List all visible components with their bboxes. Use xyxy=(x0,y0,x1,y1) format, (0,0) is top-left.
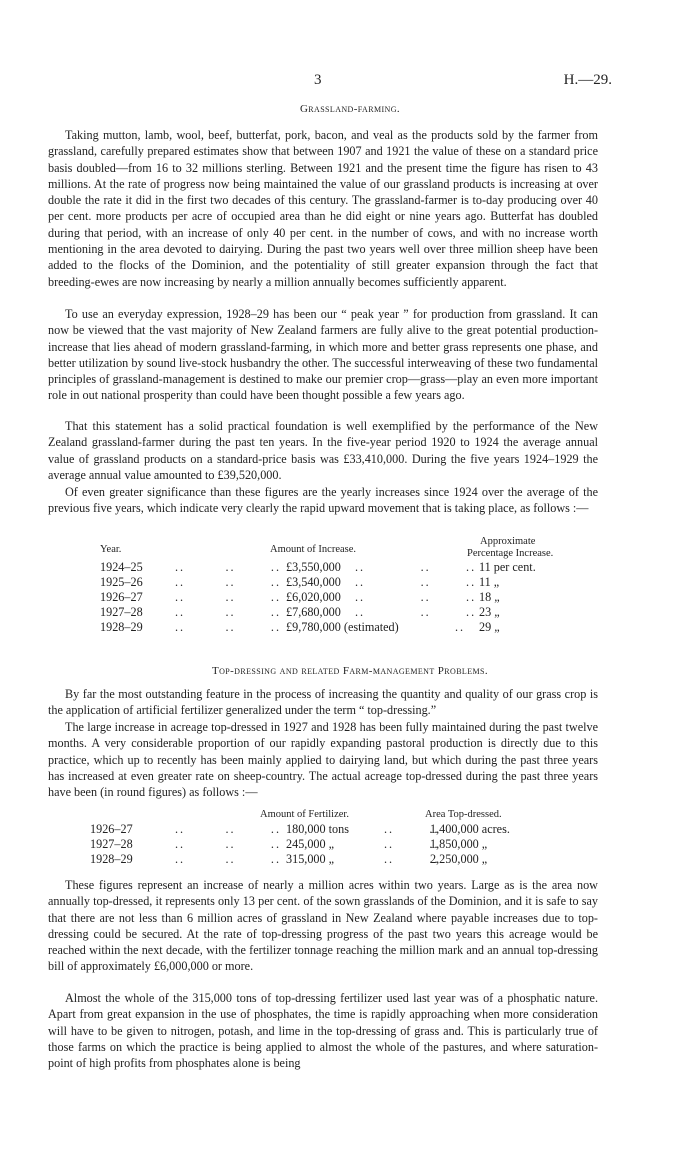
leader-dots: .. .. .. xyxy=(175,837,281,851)
percentage-cell: 23 „ xyxy=(479,605,500,619)
leader-dots: .. .. xyxy=(384,852,440,866)
table-row xyxy=(90,590,590,605)
fertilizer-cell: 180,000 tons xyxy=(286,822,349,836)
percentage-cell: 29 „ xyxy=(479,620,500,634)
column-header-year: Year. xyxy=(100,544,122,555)
column-header-area: Area Top-dressed. xyxy=(425,809,502,820)
year-cell: 1928–29 xyxy=(90,852,133,866)
percentage-cell: 11 „ xyxy=(479,575,500,589)
year-cell: 1926–27 xyxy=(100,590,143,604)
fertilizer-cell: 315,000 „ xyxy=(286,852,335,866)
amount-cell: £6,020,000 xyxy=(286,590,341,604)
table-header-row xyxy=(90,807,590,822)
leader-dots: .. .. .. xyxy=(175,822,281,836)
table-row xyxy=(90,575,590,590)
document-reference: H.—29. xyxy=(563,72,612,88)
page-header xyxy=(0,72,700,92)
year-cell: 1925–26 xyxy=(100,575,143,589)
column-header-fertilizer: Amount of Fertilizer. xyxy=(260,809,349,820)
table-row xyxy=(90,837,590,852)
leader-dots: .. .. .. xyxy=(175,575,281,589)
leader-dots: .. .. .. xyxy=(175,590,281,604)
page-number: 3 xyxy=(314,72,322,88)
year-cell: 1927–28 xyxy=(90,837,133,851)
paragraph: By far the most outstanding feature in the process of increasing the quantity and quality of our grass crop is the application of artificial fertilizer generalized under the term “ top-dressing.” xyxy=(48,687,598,718)
fertilizer-cell: 245,000 „ xyxy=(286,837,335,851)
percentage-cell: 11 per cent. xyxy=(479,560,536,574)
amount-cell: £7,680,000 xyxy=(286,605,341,619)
percentage-cell: 18 „ xyxy=(479,590,500,604)
leader-dots: .. .. .. xyxy=(355,560,477,574)
section-heading-top-dressing: Top-dressing and related Farm-management Problems. xyxy=(211,665,489,677)
year-cell: 1927–28 xyxy=(100,605,143,619)
paragraph: The large increase in acreage top-dressed in 1927 and 1928 has been fully maintained during the past twelve months. A very considerable proportion of our rapidly expanding pastoral production is directly due to this practice, which up to recently has been mainly applied to dairying land, but which during the past three years has increased at even greater rate on sheep-country. The actual acreage top-dressed during the past three years have been (in round figures) as follows :— xyxy=(48,720,598,800)
column-header-approximate: Approximate xyxy=(480,536,536,547)
amount-cell: £3,540,000 xyxy=(286,575,341,589)
increase-table xyxy=(90,534,590,635)
leader-dots: .. .. xyxy=(384,822,440,836)
amount-cell: £3,550,000 xyxy=(286,560,341,574)
paragraph: Of even greater significance than these figures are the yearly increases since 1924 over the average of the previous five years, which indicate very clearly the rapid upward movement that is taking place, as follows :— xyxy=(48,485,598,516)
top-dressing-table xyxy=(90,807,590,867)
area-cell: 1,850,000 „ xyxy=(430,837,488,851)
paragraph: These figures represent an increase of nearly a million acres within two years. Large as is the area now annually top-dressed, it represents only 13 per cent. of the sown grasslands of the Dominion, and it is safe to say that there are not less than 6 million acres of grassland in New Zealand where payable increases due to top-dressing could be secured. At the rate of top-dressing progress of the past two years this acreage would be reached within the next decade, with the fertilizer tonnage reaching the million mark and an annual top-dressing bill of approximately £6,000,000 or more. xyxy=(48,878,598,974)
leader-dots: .. .. xyxy=(384,837,440,851)
table-header-row xyxy=(90,546,590,560)
leader-dots: .. .. .. xyxy=(175,620,281,634)
paragraph: That this statement has a solid practical foundation is well exemplified by the performance of the New Zealand grassland-farmer during the past ten years. In the five-year period 1920 to 1924 the average annual value of grassland products on a standard-price basis was £33,410,000. During the five years 1924–1929 the average annual value amounted to £39,520,000. xyxy=(48,419,598,482)
table-row xyxy=(90,852,590,867)
column-header-amount: Amount of Increase. xyxy=(270,544,357,555)
area-cell: 2,250,000 „ xyxy=(430,852,488,866)
amount-cell: £9,780,000 (estimated) xyxy=(286,620,399,634)
table-row xyxy=(90,605,590,620)
leader-dots: .. .. .. xyxy=(355,575,477,589)
table-row xyxy=(90,620,590,635)
paragraph: Taking mutton, lamb, wool, beef, butterfat, pork, bacon, and veal as the products sold by the farmer from grassland, carefully prepared estimates show that between 1907 and 1921 the value of these on a standard price basis doubled—from 16 to 32 millions sterling. Between 1921 and the present time the figure has risen to 43 millions. At the rate of progress now being maintained the value of our grassland products is increasing at over double the rate it did in the first two decades of this century. The grassland-farmer is to-day producing over 40 per cent. more products per acre of occupied area than he did eight or nine years ago. Butterfat has doubled during that period, with an increase of only 40 per cent. in the number of cows, and with no increase worth mentioning in the area devoted to dairying. During the past two years well over three million sheep have been added to the flocks of the Dominion, and the potentiality of still greater expansion through the fact that breeding-ewes are now increasing by nearly a million annually becomes sufficiently apparent. xyxy=(48,128,598,289)
paragraph: Almost the whole of the 315,000 tons of top-dressing fertilizer used last year was of a phosphatic nature. Apart from great expansion in the use of phosphates, the time is rapidly approaching when more consideration will have to be given to nitrogen, potash, and lime in the top-dressing of grass and. This is particularly true of those farms on which the practice is being applied to almost the whole of the pastures, and where saturation-point of high profits from phosphates alone is being xyxy=(48,991,598,1071)
year-cell: 1926–27 xyxy=(90,822,133,836)
paragraph: To use an everyday expression, 1928–29 has been our “ peak year ” for production from grassland. It can now be viewed that the vast majority of New Zealand farmers are fully alive to the great potential production-increase that lies ahead of modern grassland-farming, in which more and better grass represents one phase, and better utilization by sound live-stock husbandry the other. The successful interweaving of these two fundamental principles of grassland-management is destined to make our premier crop—grass—play an even more important role in out national prosperity than could have been thought possible a few years ago. xyxy=(48,307,598,403)
leader-dots: .. .. .. xyxy=(175,852,281,866)
leader-dots: .. .. .. xyxy=(355,605,477,619)
year-cell: 1924–25 xyxy=(100,560,143,574)
section-heading-grassland-farming: Grassland-farming. xyxy=(299,103,401,115)
leader-dots: .. .. .. xyxy=(355,590,477,604)
table-row xyxy=(90,822,590,837)
table-row xyxy=(90,560,590,575)
leader-dots: .. xyxy=(455,620,466,634)
leader-dots: .. .. .. xyxy=(175,605,281,619)
year-cell: 1928–29 xyxy=(100,620,143,634)
area-cell: 1,400,000 acres. xyxy=(430,822,510,836)
leader-dots: .. .. .. xyxy=(175,560,281,574)
column-header-percentage: Percentage Increase. xyxy=(467,548,554,559)
